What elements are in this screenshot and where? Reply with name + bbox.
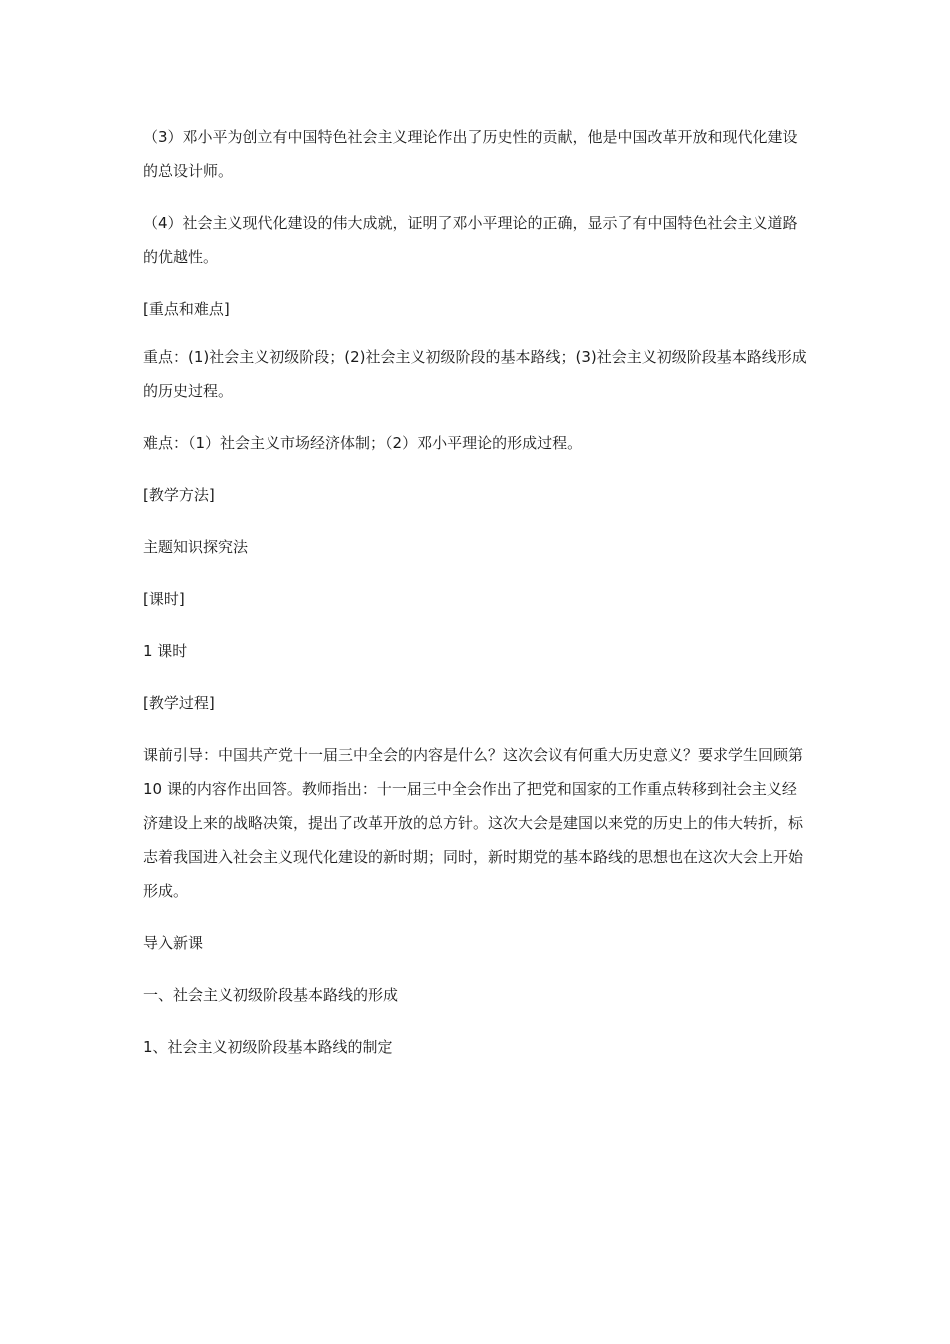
heading-key-points: [重点和难点] xyxy=(143,300,230,318)
paragraph-key-points: 重点：(1)社会主义初级阶段；(2)社会主义初级阶段的基本路线；(3)社会主义初级阶段基本路线形成的历史过程。 xyxy=(143,348,807,400)
paragraph-teaching-method: 主题知识探究法 xyxy=(143,538,249,556)
heading-teaching-method: [教学方法] xyxy=(143,486,215,504)
paragraph-new-lesson: 导入新课 xyxy=(143,934,204,952)
heading-class-hours: [课时] xyxy=(143,590,185,608)
paragraph-modernization-achievement: （4）社会主义现代化建设的伟大成就，证明了邓小平理论的正确，显示了有中国特色社会主义道路的优越性。 xyxy=(143,214,798,266)
heading-teaching-process: [教学过程] xyxy=(143,694,215,712)
paragraph-class-hours: 1 课时 xyxy=(143,642,188,660)
paragraph-pre-class-guide: 课前引导：中国共产党十一届三中全会的内容是什么？这次会议有何重大历史意义？要求学生回顾第 10 课的内容作出回答。教师指出：十一届三中全会作出了把党和国家的工作重点转移到社会主义经济建设上来的战略决策，提出了改革开放的总方针。这次大会是建国以来党的历史上的伟大转折，标志着我国进入社会主义现代化建设的新时期；同时，新时期党的基本路线的思想也在这次大会上开始形成。 xyxy=(143,746,804,900)
subsection-heading-1-1: 1、社会主义初级阶段基本路线的制定 xyxy=(143,1038,393,1056)
section-heading-1: 一、社会主义初级阶段基本路线的形成 xyxy=(143,986,399,1004)
document-page xyxy=(143,120,811,1064)
paragraph-difficult-points: 难点：（1）社会主义市场经济体制；（2）邓小平理论的形成过程。 xyxy=(143,434,583,452)
paragraph-deng-contribution: （3）邓小平为创立有中国特色社会主义理论作出了历史性的贡献，他是中国改革开放和现代化建设的总设计师。 xyxy=(143,128,798,180)
